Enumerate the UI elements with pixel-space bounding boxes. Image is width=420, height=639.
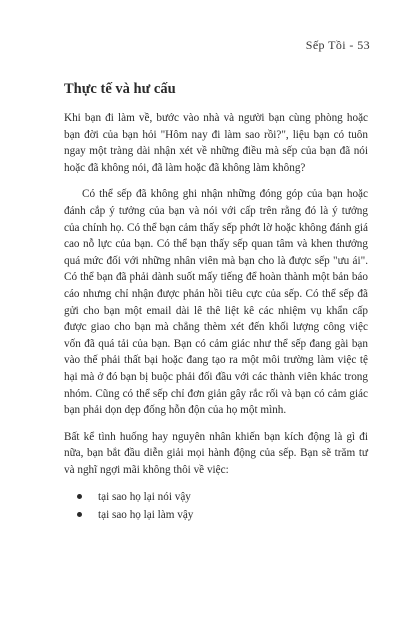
running-header: Sếp Tồi - 53 [305,38,370,52]
list-item [64,506,368,524]
paragraph-3: Bất kể tình huống hay nguyên nhân khiến bạn kích động là gì đi nữa, bạn bắt đầu diễn giải mọi hành động của sếp. Bạn sẽ trăm tư và nghĩ ngợi mãi không thôi về việc: [64,430,368,476]
section-title: Thực tế và hư cấu [64,81,176,97]
paragraph-1: Khi bạn đi làm về, bước vào nhà và người bạn cùng phòng hoặc bạn đời của bạn hỏi "Hôm nay đi làm sao rồi?", liệu bạn có tuôn ngay một tràng dài nhận xét về những điều mà sếp của bạn đã nói hoặc đã không nói, đã làm hoặc đã không làm không? [64,112,368,174]
paragraph-2: Có thể sếp đã không ghi nhận những đóng góp của bạn hoặc đánh cắp ý tưởng của bạn và nói với cấp trên rằng đó là ý tưởng của chính họ. Có thể bạn cảm thấy sếp phớt lờ hoặc không đánh giá cao nỗ lực của bạn. Có thể bạn thấy sếp quan tâm và khen thưởng quá mức đối với những nhân viên mà bạn cho là được sếp "ưu ái". Có thể bạn đã phải dành suốt mấy tiếng để hoàn thành một bản báo cáo nhưng chỉ nhận được phản hồi tiêu cực của sếp. Có thể sếp đã gửi cho bạn một email dài lê thê liệt kê các nhiệm vụ khẩn cấp được giao cho bạn mà chẳng thèm xét đến khối lượng công việc vốn đã quá tải của bạn. Bạn có cảm giác như thể sếp đang gài bạn vào thế phải thất bại hoặc đang tạo ra một môi trường làm việc tệ hại mà ở đó bạn bị buộc phải đối đầu với các thành viên khác trong nhóm. Cũng có thể sếp chỉ đơn giản gây rắc rối và bạn có cảm giác bạn phải dọn dẹp đống hỗn độn của họ một mình. [64,188,368,417]
bullet-icon [77,512,82,517]
list-item-text: tại sao họ lại nói vậy [98,491,191,504]
list-item-text: tại sao họ lại làm vậy [98,509,194,522]
list-item [64,488,368,506]
bullet-list [64,488,368,524]
page-content [64,80,368,524]
bullet-icon [77,494,82,499]
